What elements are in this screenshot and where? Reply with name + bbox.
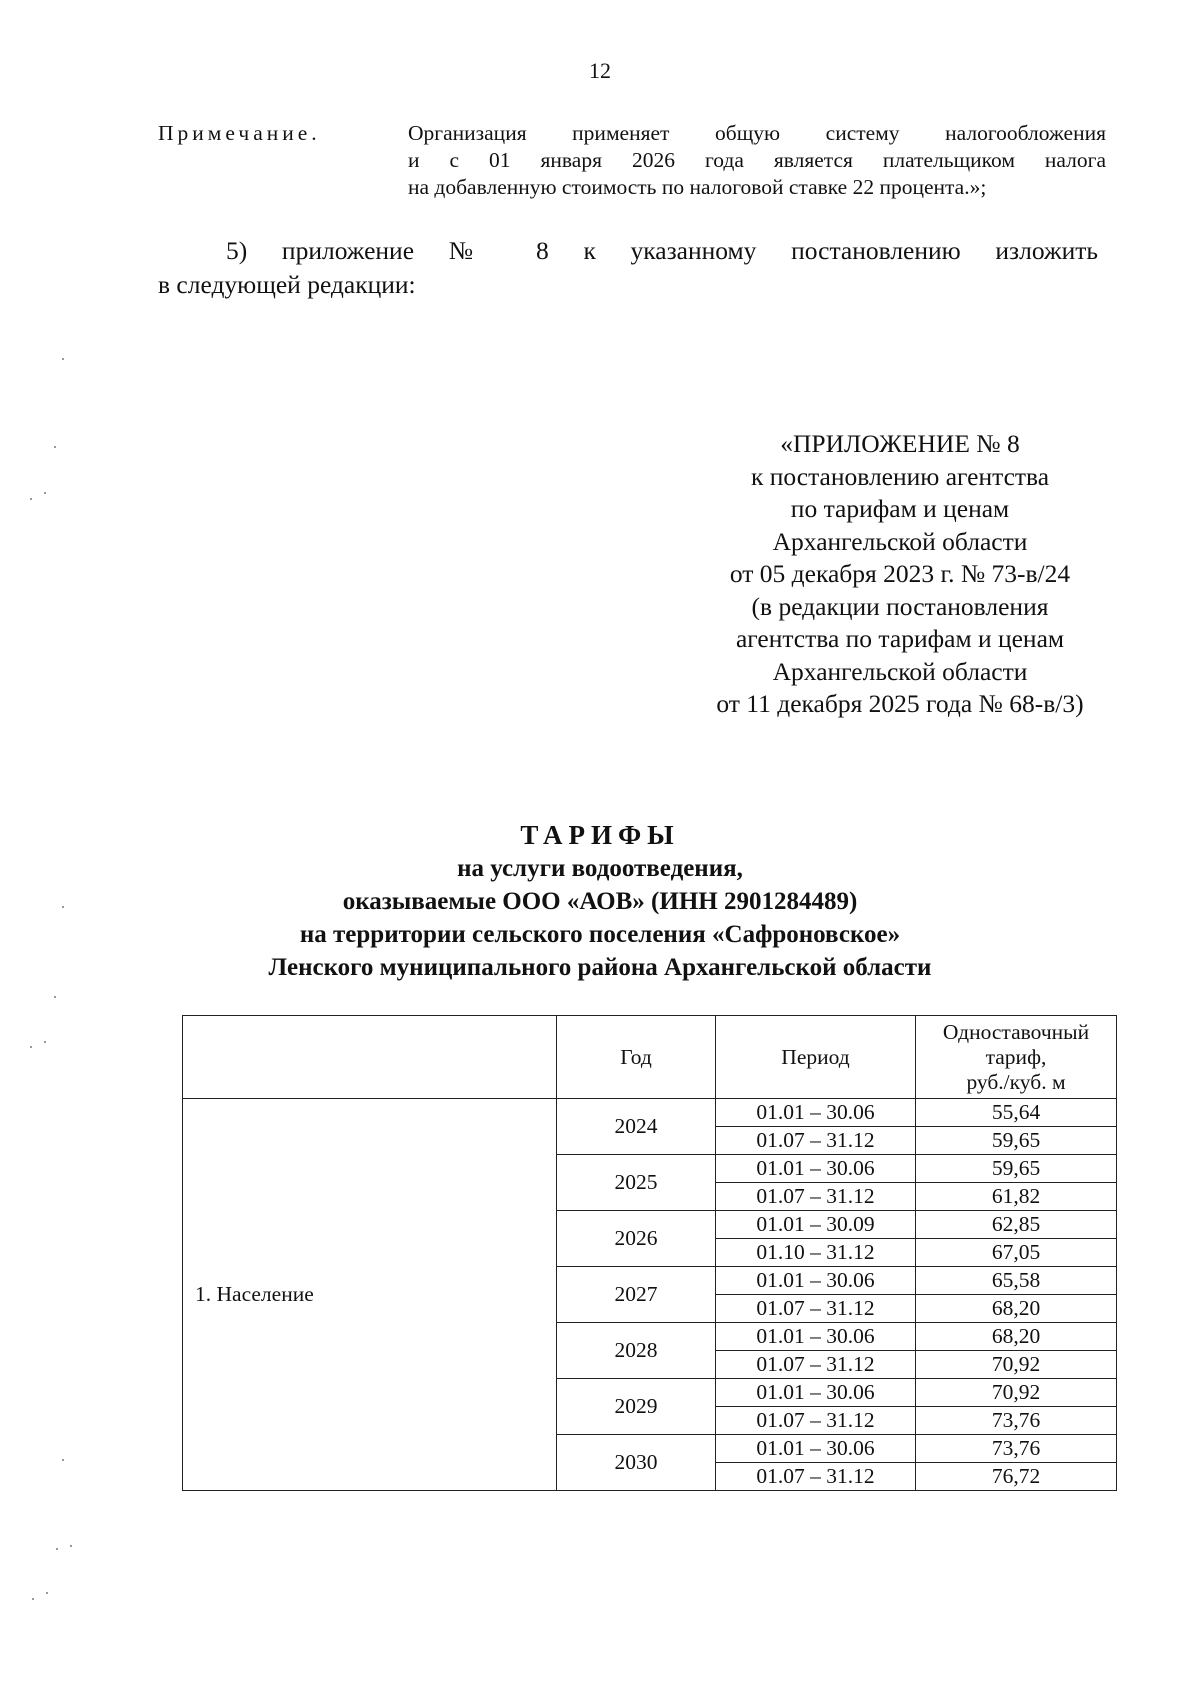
tariff-cell: 67,05 — [916, 1239, 1117, 1267]
tariff-cell: 59,65 — [916, 1155, 1117, 1183]
period-cell: 01.07 – 31.12 — [716, 1463, 916, 1491]
tariff-cell: 68,20 — [916, 1295, 1117, 1323]
period-cell: 01.01 – 30.06 — [716, 1099, 916, 1127]
scan-speck — [46, 1592, 48, 1594]
appendix-line: Архангельской области — [772, 526, 1028, 556]
scan-speck — [62, 1459, 64, 1461]
tariff-cell: 70,92 — [916, 1379, 1117, 1407]
title-line: на территории сельского поселения «Сафроновское» — [299, 921, 901, 948]
document-title — [0, 818, 1200, 984]
year-cell: 2029 — [557, 1379, 716, 1435]
appendix-header — [680, 428, 1120, 721]
table-header-row — [183, 1016, 1117, 1099]
tariff-cell: 62,85 — [916, 1211, 1117, 1239]
tariff-cell: 55,64 — [916, 1099, 1117, 1127]
amendment-item-5 — [158, 234, 1098, 302]
amendment-item-5-line: 5) приложение № 8 к указанному постановлению изложить — [226, 236, 1098, 265]
tariff-cell: 65,58 — [916, 1267, 1117, 1295]
tariff-cell: 73,76 — [916, 1435, 1117, 1463]
appendix-line: к постановлению агентства — [750, 461, 1050, 491]
scan-speck — [62, 358, 64, 360]
period-cell: 01.01 – 30.06 — [716, 1323, 916, 1351]
scan-speck — [70, 1545, 72, 1547]
period-cell: 01.10 – 31.12 — [716, 1239, 916, 1267]
note-line: Организация применяет общую систему налогообложения — [408, 121, 1106, 145]
scan-speck — [56, 1548, 58, 1550]
period-cell: 01.01 – 30.06 — [716, 1155, 916, 1183]
scan-speck — [54, 446, 56, 448]
title-line: Ленского муниципального района Архангельской области — [268, 954, 932, 981]
scan-speck — [44, 1041, 46, 1043]
appendix-line: (в редакции постановления — [751, 591, 1049, 621]
scan-speck — [54, 996, 56, 998]
title-line: оказываемые ООО «АОВ» (ИНН 2901284489) — [342, 888, 858, 915]
period-cell: 01.07 – 31.12 — [716, 1183, 916, 1211]
period-cell: 01.01 – 30.06 — [716, 1435, 916, 1463]
period-cell: 01.01 – 30.06 — [716, 1379, 916, 1407]
title-main: ТАРИФЫ — [520, 820, 680, 850]
title-line: на услуги водоотведения, — [457, 855, 743, 882]
period-cell: 01.07 – 31.12 — [716, 1295, 916, 1323]
year-cell: 2024 — [557, 1099, 716, 1155]
period-cell: 01.07 – 31.12 — [716, 1351, 916, 1379]
appendix-line: от 05 декабря 2023 г. № 73-в/24 — [729, 559, 1071, 588]
tariff-cell: 61,82 — [916, 1183, 1117, 1211]
year-cell: 2025 — [557, 1155, 716, 1211]
year-cell: 2026 — [557, 1211, 716, 1267]
tariff-cell: 70,92 — [916, 1351, 1117, 1379]
tariff-cell: 76,72 — [916, 1463, 1117, 1491]
period-cell: 01.01 – 30.06 — [716, 1267, 916, 1295]
table-row — [183, 1099, 1117, 1127]
tariff-table — [182, 1015, 1117, 1491]
period-cell: 01.07 – 31.12 — [716, 1407, 916, 1435]
appendix-line: Архангельской области — [772, 656, 1028, 686]
tariff-cell: 59,65 — [916, 1127, 1117, 1155]
year-cell: 2027 — [557, 1267, 716, 1323]
header-year: Год — [557, 1016, 716, 1099]
scan-speck — [62, 906, 64, 908]
header-consumer — [183, 1016, 557, 1099]
scan-speck — [30, 498, 32, 500]
scan-speck — [30, 1046, 32, 1048]
scan-speck — [44, 492, 46, 494]
scan-speck — [32, 1598, 34, 1600]
appendix-line: агентства по тарифам и ценам — [735, 624, 1065, 653]
year-cell: 2030 — [557, 1435, 716, 1491]
header-tariff-line: руб./куб. м — [966, 1069, 1066, 1094]
year-cell: 2028 — [557, 1323, 716, 1379]
appendix-line: «ПРИЛОЖЕНИЕ № 8 — [780, 429, 1020, 458]
tariff-cell: 73,76 — [916, 1407, 1117, 1435]
note-line: на добавленную стоимость по налоговой ставке 22 процента.»; — [408, 175, 987, 199]
note-text — [408, 120, 1106, 201]
header-period: Период — [716, 1016, 916, 1099]
tariff-cell: 68,20 — [916, 1323, 1117, 1351]
period-cell: 01.07 – 31.12 — [716, 1127, 916, 1155]
consumer-cell: 1. Население — [183, 1099, 557, 1491]
period-cell: 01.01 – 30.09 — [716, 1211, 916, 1239]
note-label: Примечание. — [158, 121, 321, 145]
note-line: и с 01 января 2026 года является плательщиком налога — [408, 148, 1106, 172]
header-tariff-line: тариф, — [985, 1044, 1047, 1069]
page-number: 12 — [589, 58, 611, 83]
appendix-line: по тарифам и ценам — [790, 494, 1010, 523]
header-tariff — [916, 1016, 1117, 1099]
amendment-item-5-line: в следующей редакции: — [158, 270, 416, 299]
header-tariff-line: Одноставочный — [942, 1019, 1090, 1044]
appendix-line: от 11 декабря 2025 года № 68-в/3) — [716, 689, 1084, 718]
